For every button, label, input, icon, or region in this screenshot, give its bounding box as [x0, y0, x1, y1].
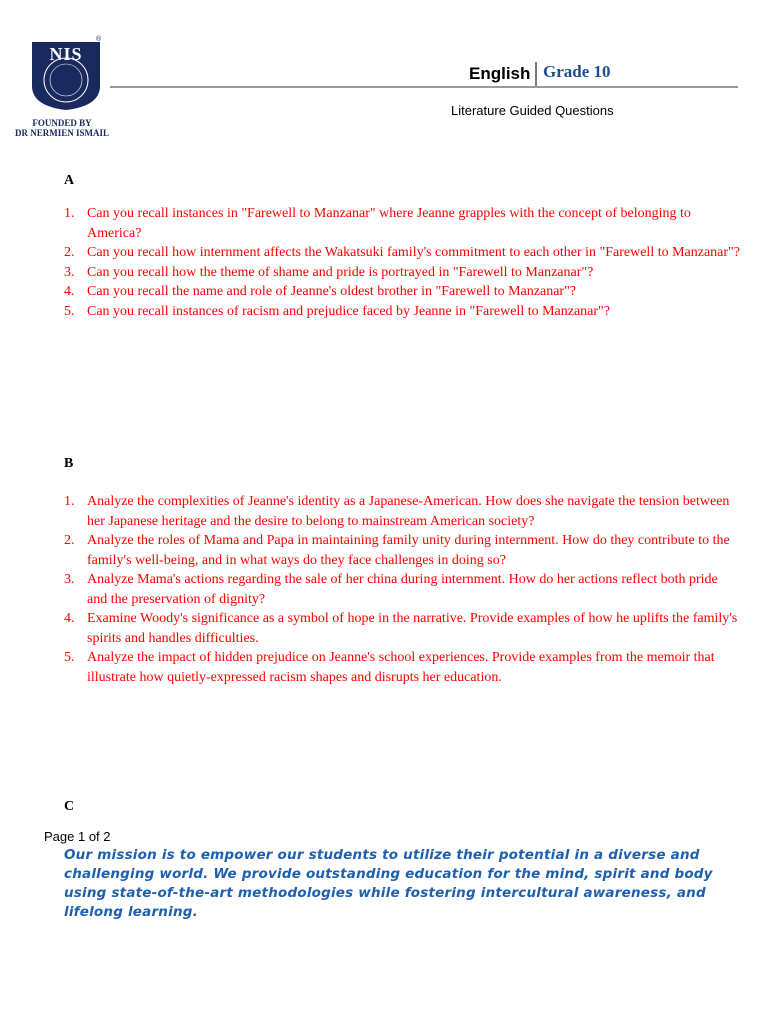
- section-label-a: A: [64, 173, 75, 188]
- question-number: 3.: [64, 264, 75, 280]
- page-number: Page 1 of 2: [44, 829, 111, 844]
- question-text: Analyze Mama's actions regarding the sale of her china during internment. How do her actions reflect both pride and the preservation of dignity?: [87, 572, 718, 607]
- section-a-questions: [60, 204, 740, 321]
- question-item: [60, 531, 740, 570]
- question-item: [60, 648, 740, 687]
- header-separator: [535, 62, 537, 86]
- question-number: 3.: [64, 572, 75, 587]
- question-text: Analyze the impact of hidden prejudice on Jeanne's school experiences. Provide examples from the memoir that illustrate how quietly-expressed racism shapes and disrupts her education.: [87, 650, 715, 685]
- question-item: [60, 263, 740, 283]
- question-text: Analyze the complexities of Jeanne's identity as a Japanese-American. How does she navigate the tension between her Japanese heritage and the desire to belong to mainstream American society?: [87, 494, 730, 529]
- founded-by: [12, 118, 112, 138]
- question-text: Examine Woody's significance as a symbol of hope in the narrative. Provide examples of how he uplifts the family's spirits and handles difficulties.: [87, 611, 738, 646]
- document-subtitle: Literature Guided Questions: [451, 103, 614, 118]
- question-item: [60, 609, 740, 648]
- question-number: 2.: [64, 245, 75, 260]
- question-text: Can you recall the name and role of Jeanne's oldest brother in "Farewell to Manzanar"?: [87, 284, 576, 299]
- section-b-questions: [60, 492, 740, 687]
- question-item: [60, 570, 740, 609]
- question-item: [60, 243, 740, 263]
- question-text: Can you recall instances of racism and prejudice faced by Jeanne in "Farewell to Manzanar"?: [87, 303, 610, 319]
- question-number: 4.: [64, 284, 75, 299]
- founded-line-2: DR NERMIEN ISMAIL: [14, 128, 109, 138]
- question-number: 5.: [64, 650, 75, 665]
- question-text: Analyze the roles of Mama and Papa in maintaining family unity during internment. How do they contribute to the family's well-being, and in what ways do they face challenges in doing so?: [87, 533, 730, 568]
- question-item: [60, 302, 740, 322]
- question-text: Can you recall instances in "Farewell to Manzanar" where Jeanne grapples with the concept of belonging to America?: [87, 206, 691, 241]
- grade-title: Grade 10: [543, 62, 611, 81]
- founded-line-1: FOUNDED BY: [32, 118, 92, 128]
- question-text: Can you recall how the theme of shame and pride is portrayed in "Farewell to Manzanar"?: [87, 264, 594, 280]
- question-number: 2.: [64, 533, 75, 548]
- question-number: 1.: [64, 494, 75, 509]
- section-label-c: C: [64, 799, 75, 814]
- question-number: 5.: [64, 303, 75, 319]
- question-item: [60, 492, 740, 531]
- subject-title: English: [469, 64, 531, 83]
- question-number: 4.: [64, 611, 75, 626]
- question-text: Can you recall how internment affects the Wakatsuki family's commitment to each other in "Farewell to Manzanar"?: [87, 245, 740, 260]
- question-number: 1.: [64, 206, 75, 221]
- nis-logo: [12, 36, 112, 140]
- mission-statement: Our mission is to empower our students to utilize their potential in a diverse and challenging world. We provide outstanding education for the mind, spirit and body using state-of-the-art methodologies while fostering intercultural awareness, and lifelong learning.: [64, 847, 713, 920]
- section-label-b: B: [64, 456, 74, 471]
- header-rule: [110, 86, 738, 88]
- question-item: [60, 282, 740, 302]
- logo-text: NIS: [49, 44, 83, 64]
- question-item: [60, 204, 740, 243]
- registered-mark: ®: [96, 36, 102, 43]
